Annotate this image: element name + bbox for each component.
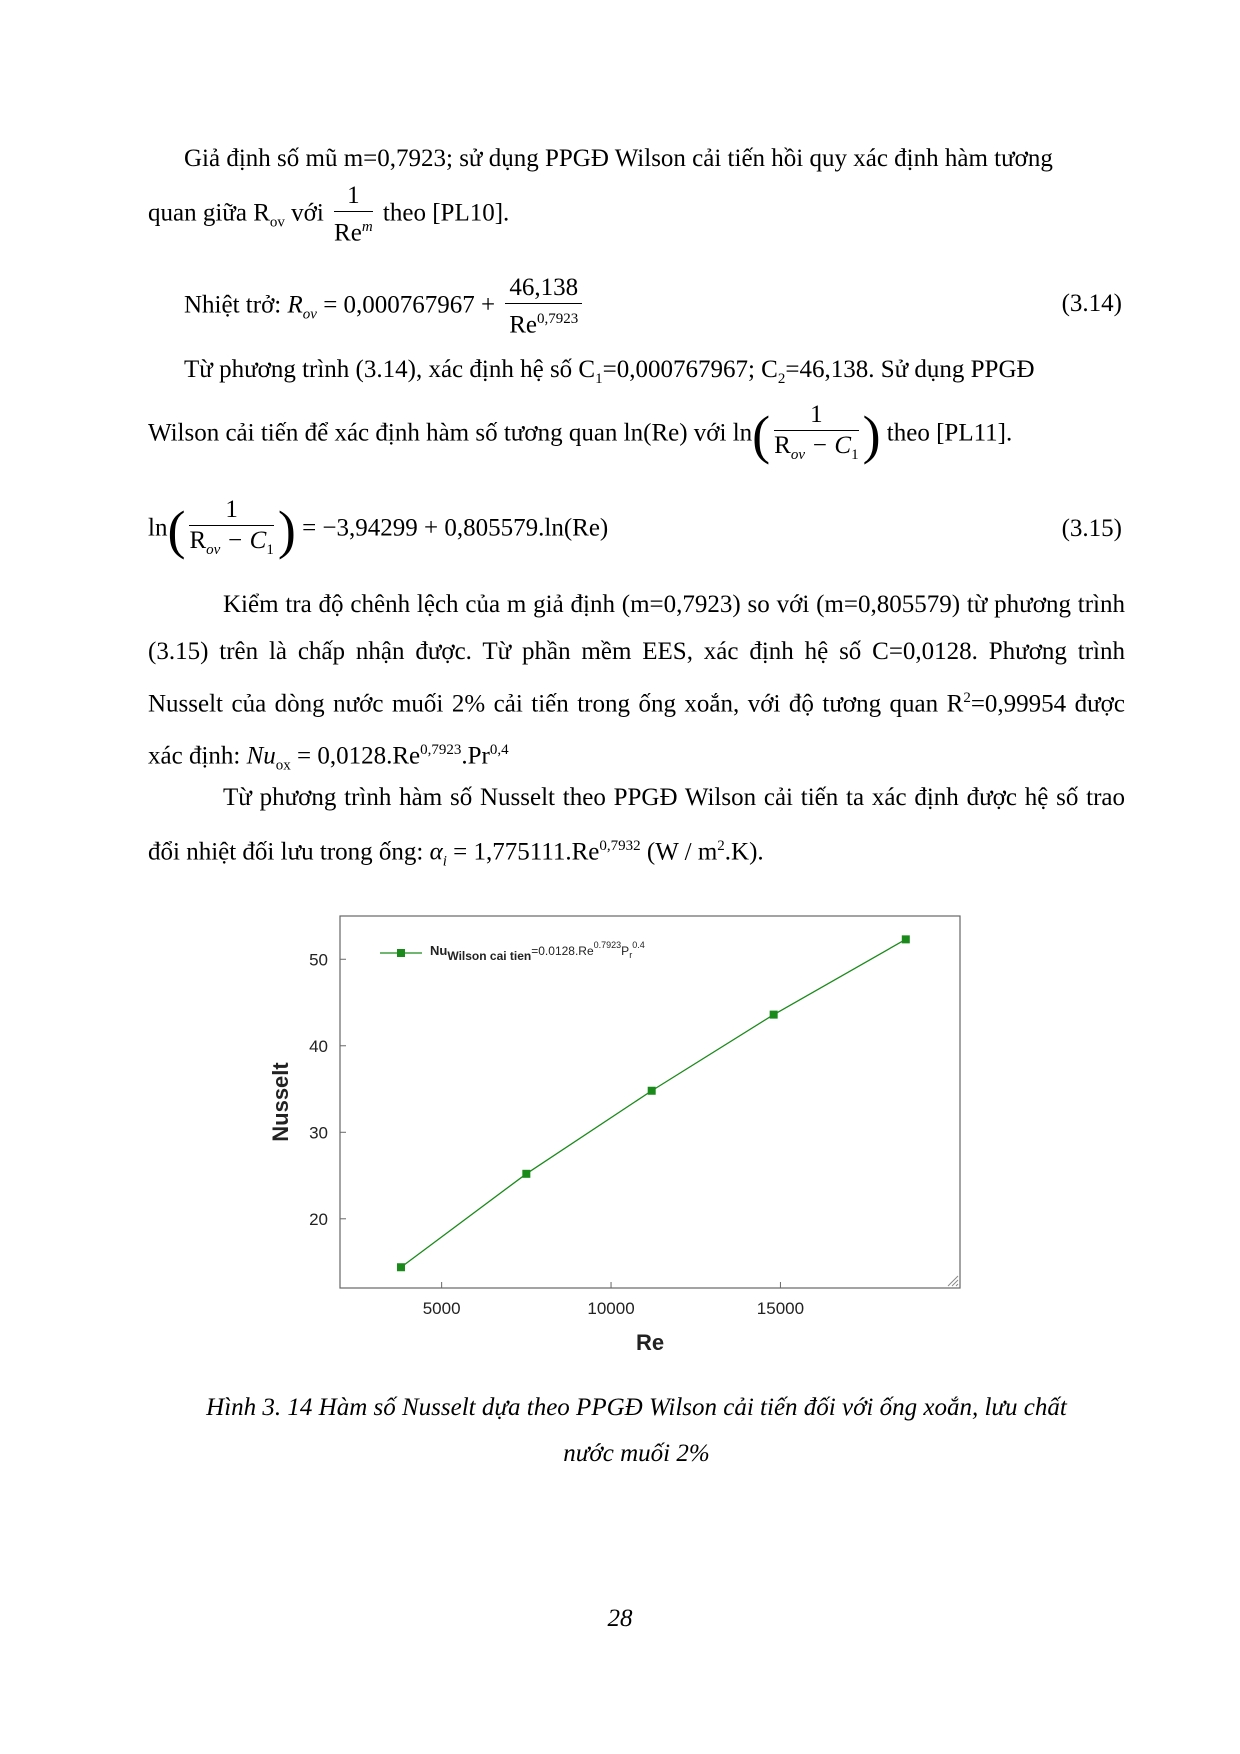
data-point (648, 1087, 656, 1095)
equation-number-3-14: (3.14) (1061, 290, 1122, 317)
y-tick-label: 30 (309, 1123, 328, 1143)
fraction-1-over-re-m (334, 183, 373, 246)
legend-eq-sub: r (629, 950, 633, 960)
eq314-frac-den-sup: 0,7923 (537, 311, 579, 327)
para2-text-2b: với (687, 419, 733, 447)
para2-frac-den-r: R (774, 432, 791, 459)
para2-frac-den-sub: ov (790, 447, 806, 463)
eq315-frac-num: 1 (189, 497, 273, 526)
legend-sub: Wilson cai tien (447, 949, 532, 963)
para1-text-1: Giả định số mũ m=0,7923; sử dụng PPGĐ Wilson cải tiến hồi quy xác định hàm tương (184, 145, 1053, 172)
para2-text-2c: theo [PL11]. (880, 419, 1013, 447)
legend-eq-b: P (621, 944, 630, 958)
eq315-rhs: = −3,94299 + 0,805579.ln(Re) (295, 514, 609, 542)
paren-right: ) (862, 405, 881, 465)
eq315-frac-den-r: R (189, 527, 207, 554)
para1-text-2a: quan giữa R (148, 199, 270, 227)
frac-den-re: Re (334, 219, 362, 247)
para3-eq-sup2: 0,4 (489, 742, 509, 759)
y-tick-label: 50 (309, 950, 328, 970)
equation-3-15 (148, 497, 608, 563)
frac-den-sup: m (361, 219, 373, 235)
plot-frame (340, 916, 960, 1288)
para2-frac-den (774, 431, 858, 468)
para2-ln: ln (732, 419, 753, 447)
figure-caption (148, 1385, 1125, 1477)
para3-text-a: Kiểm tra độ chênh lệch của m giả định (m=0,7923) so với (m=0,805579) từ phương trình (3.15) trên là chấp nhận được. Từ phần mềm EES, xác định hệ số C=0,0128. Phương trình Nusselt của dòng nước muối 2% cải tiến trong ống xoắn, với độ tương quan R (148, 591, 1125, 718)
para3-sup-r: 2 (963, 690, 971, 706)
para4 (148, 774, 1125, 885)
para3-eq-sup1: 0,7923 (420, 742, 462, 759)
eq314-rhs: = 0,000767967 + (323, 291, 502, 319)
para1-text-2c: theo [PL10]. (382, 199, 510, 227)
para4-eq-sup2: 2 (717, 838, 725, 854)
para3 (148, 581, 1125, 790)
page-number: 28 (607, 1605, 633, 1632)
para2-text-1c: =46,138. Sử dụng PPGĐ (785, 356, 1035, 383)
para2-line2 (148, 402, 1012, 468)
eq315-ln: ln (148, 514, 168, 542)
x-tick-label: 10000 (587, 1299, 635, 1318)
legend-marker (397, 949, 405, 957)
eq315-paren-left: ( (167, 500, 186, 560)
para2-fraction (774, 402, 858, 468)
para2-sub-2: 2 (777, 371, 786, 387)
x-axis-label: Re (635, 1330, 665, 1355)
para4-alpha: α (429, 838, 443, 866)
eq314-frac-den (505, 304, 582, 338)
para4-alpha-sub: i (442, 853, 447, 870)
eq315-frac-den (189, 526, 273, 563)
para4-text-a: Từ phương trình hàm số Nusselt theo PPGĐ Wilson cải tiến ta xác định được hệ số trao đổi nhiệt đối lưu trong ống: (148, 784, 1125, 866)
para2-line1 (184, 356, 1035, 388)
para3-text-b: =0,99954 được xác định: (148, 690, 1126, 770)
eq315-paren-right: ) (277, 500, 296, 560)
caption-line1: Hình 3. 14 Hàm số Nusselt dựa theo PPGĐ Wilson cải tiến đối với ống xoắn, lưu chất (206, 1394, 1067, 1421)
para3-eq-b: .Pr (461, 742, 490, 770)
eq314-frac-num: 46,138 (505, 275, 582, 304)
eq314-fraction (505, 275, 582, 338)
para2-text-2a: Wilson cải tiến để xác định hàm số tương quan (148, 419, 624, 447)
frac-denominator (334, 212, 373, 246)
data-point (770, 1011, 778, 1019)
legend-sup1: 0.7923 (593, 940, 622, 950)
para2-text-1a: Từ phương trình (3.14), xác định hệ số C (184, 356, 596, 383)
para4-eq-b: (W / m (640, 838, 718, 866)
para1-line2 (148, 183, 509, 246)
para4-eq-a: = 1,775111.Re (446, 838, 600, 866)
para4-eq-c: .K). (724, 838, 764, 866)
y-tick-label: 20 (309, 1209, 328, 1229)
para2-frac-num: 1 (774, 402, 858, 431)
data-point (902, 935, 910, 943)
eq314-lhs: R (287, 291, 303, 319)
legend-eq-a: =0.0128.Re (531, 944, 594, 958)
eq314-prefix: Nhiệt trở: (184, 291, 288, 319)
equation-number-3-15: (3.15) (1061, 515, 1122, 542)
caption-line2: nước muối 2% (563, 1440, 710, 1467)
para2-sub-1: 1 (595, 371, 603, 387)
para1-sub-ov: ov (269, 214, 285, 231)
para4-eq-sup: 0,7932 (599, 838, 641, 854)
eq315-frac-den-sub: ov (206, 542, 221, 558)
para3-nu: Nu (246, 742, 276, 770)
eq315-frac-den-sub2: 1 (266, 542, 274, 558)
y-tick-label: 40 (309, 1036, 328, 1056)
eq314-frac-den-re: Re (509, 311, 538, 339)
data-point (397, 1263, 405, 1271)
para2-frac-den-c: − C (805, 432, 852, 459)
para2-text-1b: =0,000767967; C (602, 356, 778, 383)
para1-text-2b: với (284, 199, 331, 227)
data-point (522, 1170, 530, 1178)
x-tick-label: 5000 (422, 1299, 461, 1318)
legend-nu: Nu (430, 943, 448, 958)
nusselt-chart (260, 898, 1000, 1378)
eq314-lhs-sub: ov (302, 306, 317, 323)
para3-eq-a: = 0,0128.Re (290, 742, 421, 770)
x-tick-label: 15000 (756, 1299, 805, 1318)
para1-line1 (184, 145, 1053, 173)
legend-sup2: 0.4 (632, 940, 645, 950)
y-axis-label: Nusselt (268, 1062, 293, 1142)
eq315-frac-den-c: − C (220, 527, 267, 554)
paren-left: ( (752, 405, 771, 465)
equation-3-14 (184, 275, 586, 338)
para2-ln-re: ln(Re) (623, 419, 688, 447)
para2-frac-den-sub2: 1 (851, 447, 859, 463)
frac-numerator: 1 (334, 183, 373, 212)
eq315-fraction (189, 497, 273, 563)
para3-nu-sub: ox (275, 757, 291, 774)
